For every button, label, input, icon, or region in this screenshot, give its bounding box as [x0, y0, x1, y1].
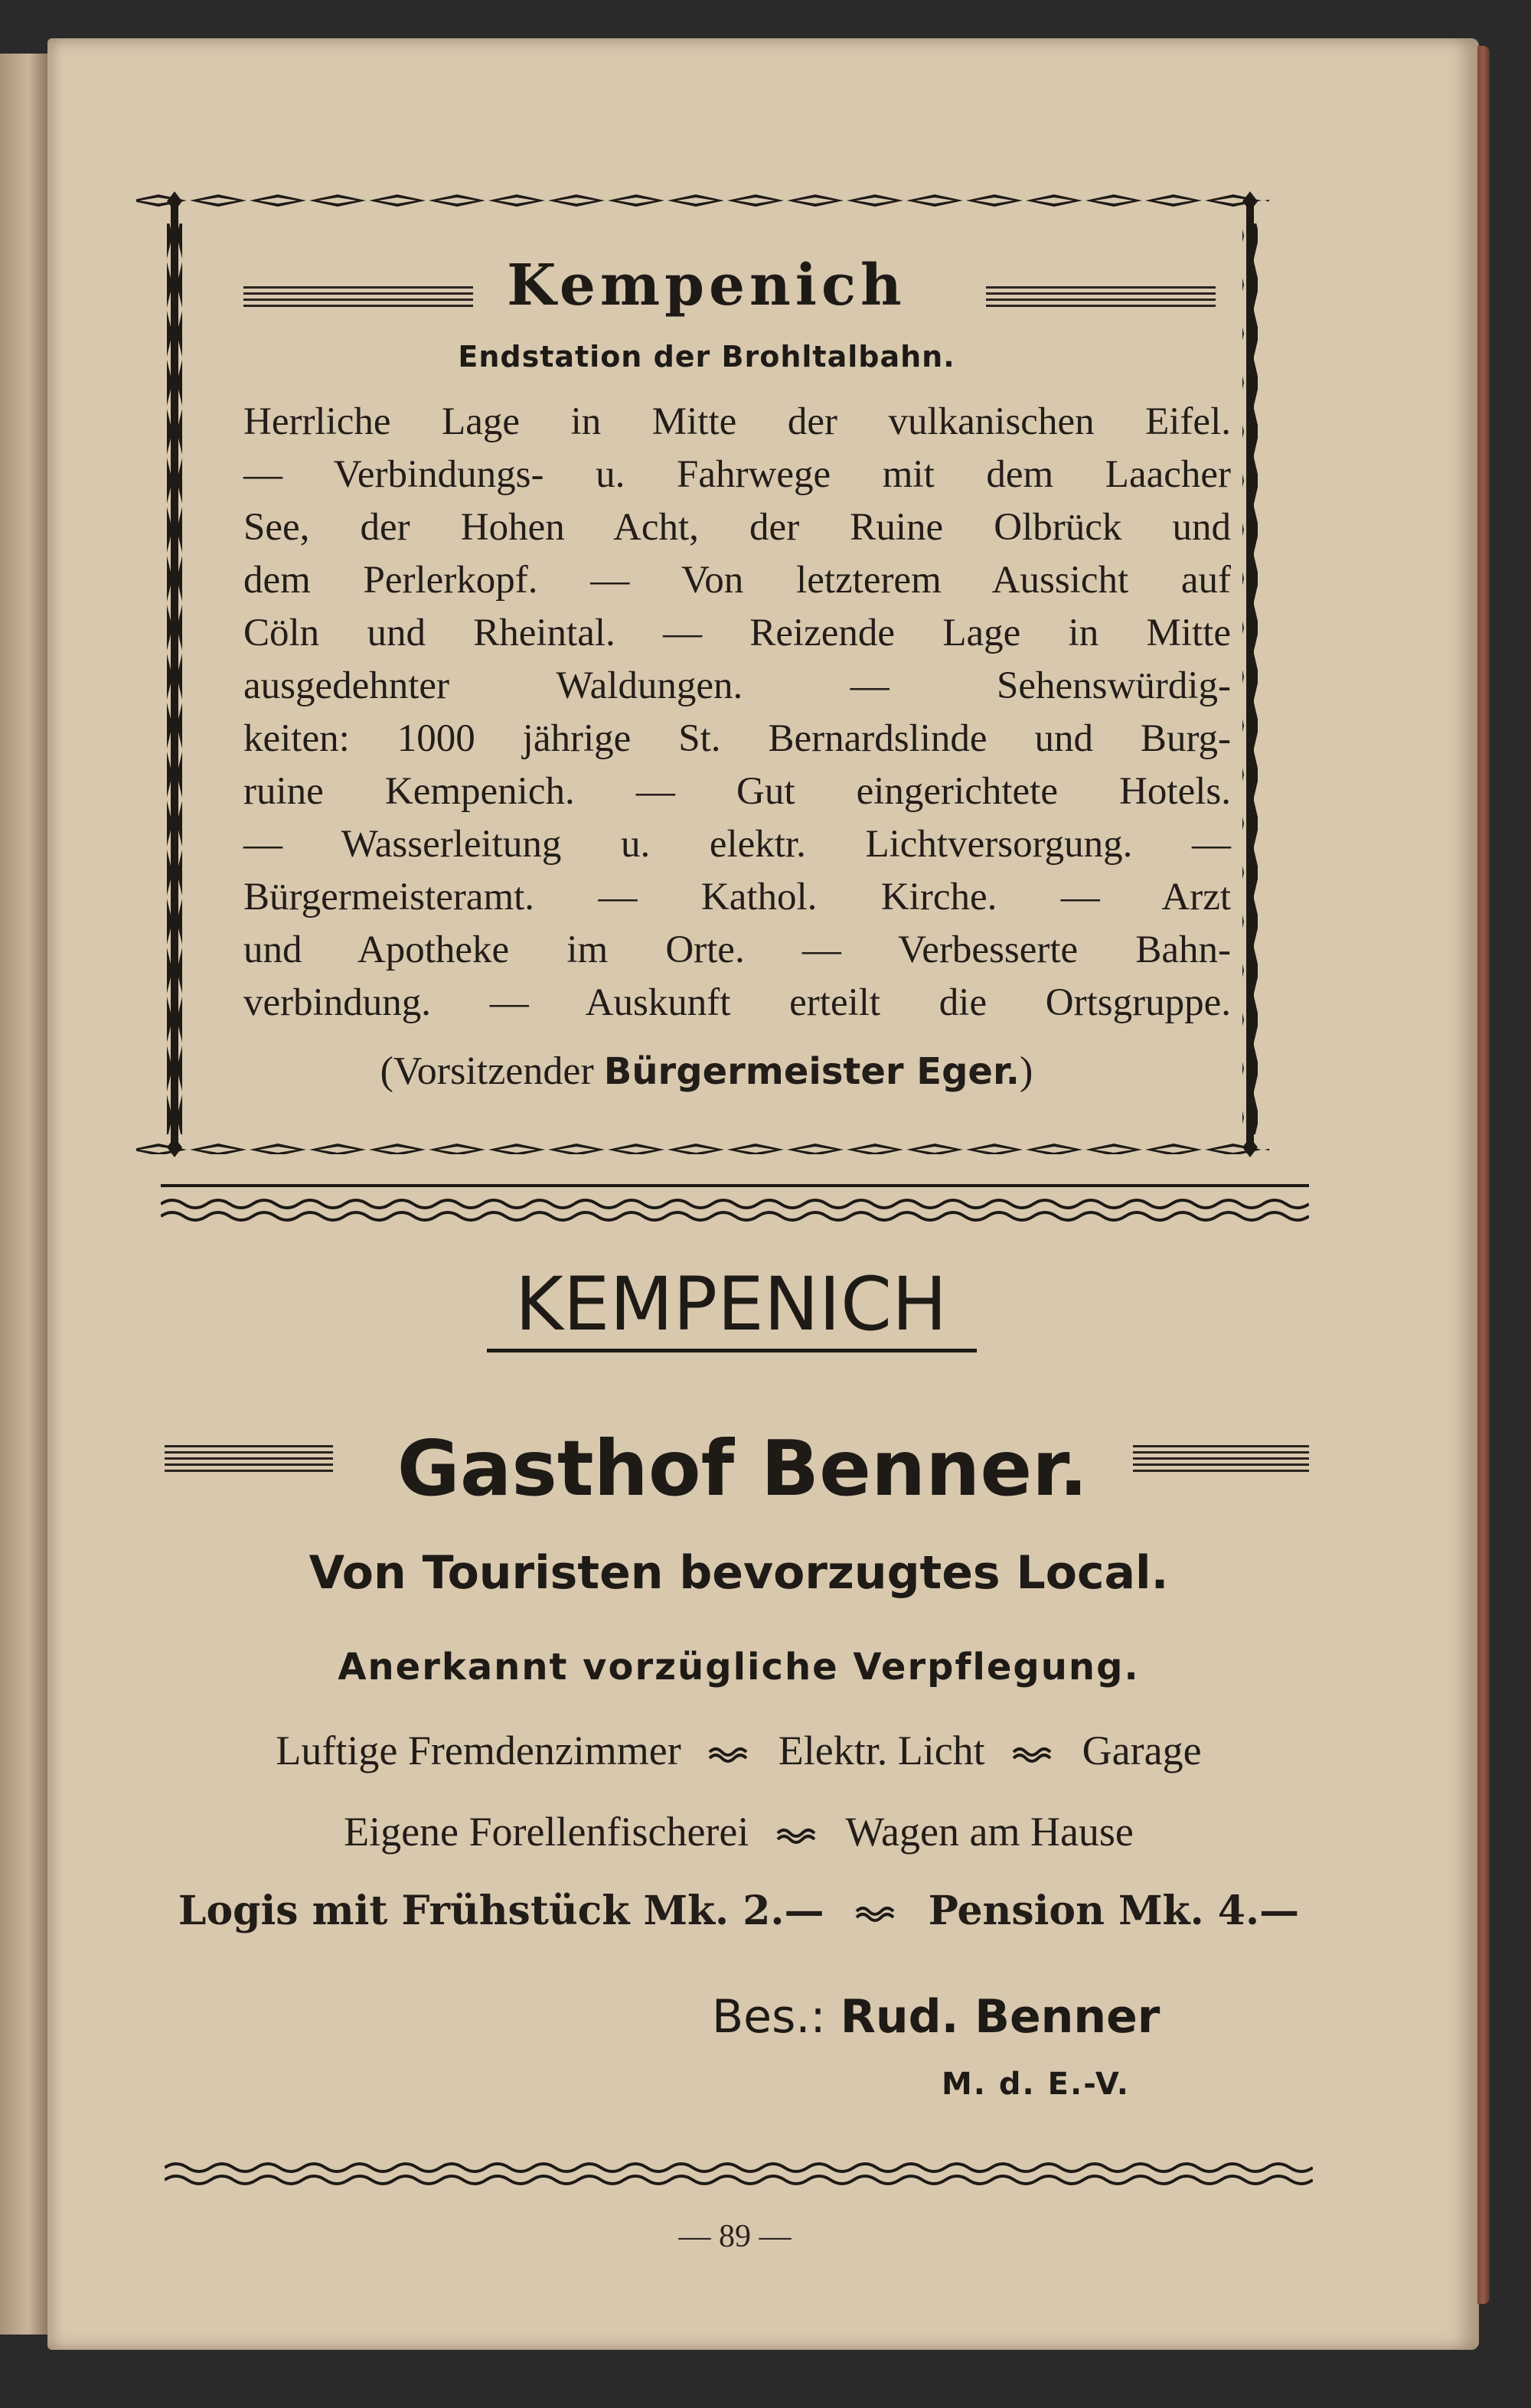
ornament-separator-icon [1010, 1744, 1056, 1766]
membership-note: M. d. E.-V. [942, 2067, 1130, 2102]
ad-title: Kempenich [507, 253, 906, 318]
body-line: — Wasserleitung u. elektr. Lichtversorgung. — [243, 823, 1231, 866]
footer-name: Bürgermeister Eger. [603, 1050, 1020, 1093]
body-line: keiten: 1000 jährige St. Bernardslinde und Burg- [243, 717, 1231, 760]
features-row-2 [153, 1808, 1324, 1855]
ad-subtitle: Endstation der Brohltalbahn. [458, 340, 955, 374]
feature-item: Wagen am Hause [845, 1809, 1134, 1855]
tagline-secondary: Anerkannt vorzügliche Verpflegung. [338, 1646, 1140, 1689]
business-name: Gasthof Benner. [397, 1424, 1089, 1513]
body-line: Herrliche Lage in Mitte der vulkanischen Eifel. [243, 400, 1231, 443]
tagline: Von Touristen bevorzugtes Local. [308, 1546, 1169, 1600]
book-cover-edge [1477, 46, 1490, 2304]
name-rule-left [165, 1445, 333, 1471]
features-row-1 [153, 1727, 1324, 1774]
wavy-divider-bottom [165, 2157, 1313, 2195]
footer-prefix: (Vorsitzender [380, 1049, 594, 1093]
page-number: — 89 — [678, 2219, 792, 2254]
ad-footer [129, 1049, 1285, 1094]
kempenich-ad-box [129, 162, 1285, 1173]
body-line: dem Perlerkopf. — Von letzterem Aussicht auf [243, 559, 1231, 602]
body-line: und Apotheke im Orte. — Verbesserte Bahn- [243, 928, 1231, 971]
place-underline [487, 1349, 977, 1352]
name-rule-right [1133, 1445, 1309, 1471]
body-line: ausgedehnter Waldungen. — Sehenswürdig- [243, 664, 1231, 707]
body-line: Cöln und Rheintal. — Reizende Lage in Mitte [243, 612, 1231, 654]
body-line: See, der Hohen Acht, der Ruine Olbrück und [243, 506, 1231, 549]
feature-item: Luftige Fremdenzimmer [276, 1728, 681, 1773]
footer-suffix: ) [1020, 1049, 1033, 1093]
ornament-separator-icon [775, 1826, 821, 1847]
price-item: Pension Mk. 4.— [928, 1888, 1300, 1934]
feature-item: Garage [1082, 1728, 1202, 1773]
wavy-divider-top [161, 1183, 1309, 1228]
place-heading: KEMPENICH [514, 1261, 948, 1347]
price-item: Logis mit Frühstück Mk. 2.— [178, 1888, 824, 1934]
ornament-separator-icon [854, 1904, 899, 1925]
body-line: Bürgermeisteramt. — Kathol. Kirche. — Arzt [243, 876, 1231, 918]
owner-name: Rud. Benner [840, 1990, 1160, 2044]
feature-item: Elektr. Licht [778, 1728, 985, 1773]
owner-label: Bes.: [712, 1990, 826, 2044]
body-line: verbindung. — Auskunft erteilt die Ortsgruppe. [243, 981, 1231, 1024]
feature-item: Eigene Forellenfischerei [344, 1809, 749, 1855]
owner-line [712, 1990, 1248, 2044]
previous-page-edge [0, 54, 47, 2335]
body-line: — Verbindungs- u. Fahrwege mit dem Laacher [243, 453, 1231, 496]
ornament-separator-icon [707, 1744, 752, 1766]
ad-body-text [243, 396, 1231, 1029]
body-line: ruine Kempenich. — Gut eingerichtete Hotels. [243, 770, 1231, 813]
prices-row [153, 1888, 1324, 1934]
